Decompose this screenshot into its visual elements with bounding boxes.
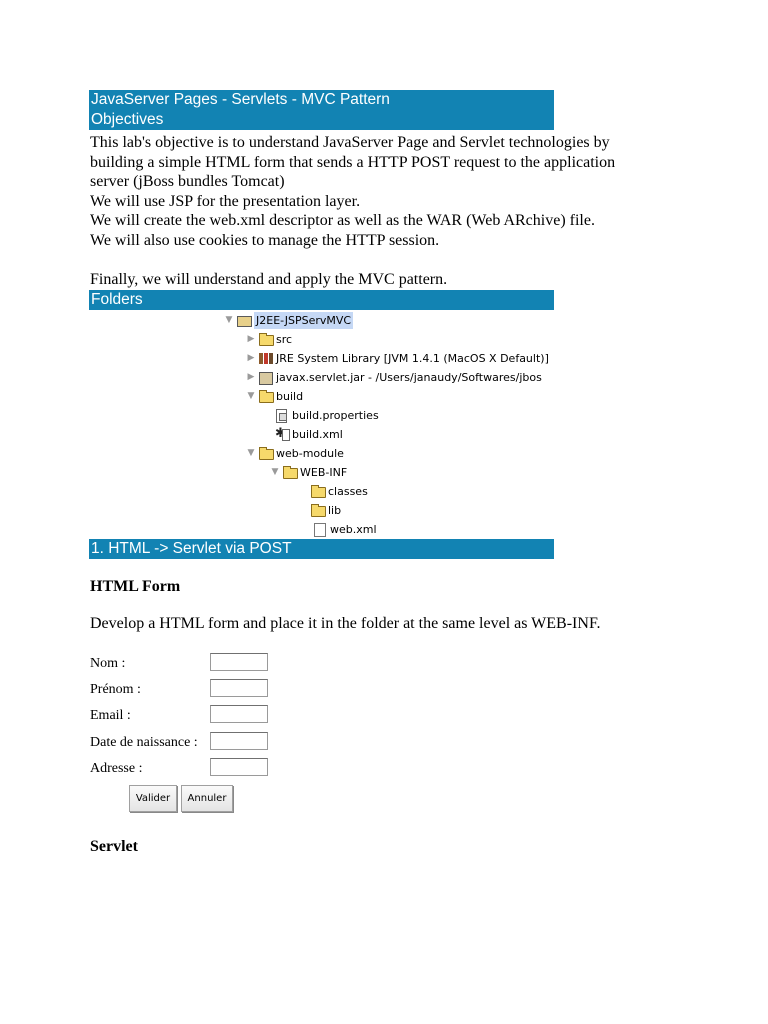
nom-input[interactable] — [210, 653, 268, 671]
tree-node-label: build.xml — [292, 428, 343, 441]
file-icon — [312, 523, 328, 536]
tree-node[interactable] — [244, 331, 292, 348]
tree-node[interactable] — [244, 388, 303, 405]
doc-title-bar — [89, 90, 554, 130]
intro-line: We will create the web.xml descriptor as well as the WAR (Web ARchive) file. — [90, 212, 595, 230]
intro-line: We will also use cookies to manage the HTTP session. — [90, 231, 440, 249]
tree-node[interactable] — [312, 521, 377, 538]
expanded-arrow-icon[interactable]: ▼ — [247, 448, 255, 458]
folders-heading-bar — [89, 290, 554, 310]
collapsed-arrow-icon[interactable]: ▶ — [247, 372, 255, 382]
tree-node-label: src — [276, 333, 293, 346]
tree-node-label: web-module — [276, 447, 344, 460]
library-icon — [258, 352, 274, 365]
intro-line: server (jBoss bundles Tomcat) — [90, 173, 285, 191]
tree-node-label: build.properties — [292, 409, 379, 422]
collapsed-arrow-icon[interactable]: ▶ — [247, 353, 255, 363]
email-input[interactable] — [210, 705, 268, 723]
section-heading: 1. HTML -> Servlet via POST — [91, 540, 292, 557]
expanded-arrow-icon[interactable]: ▼ — [225, 315, 233, 325]
folder-icon — [310, 485, 326, 498]
folder-icon — [310, 504, 326, 517]
servlet-heading: Servlet — [90, 838, 138, 855]
tree-node-label: lib — [328, 504, 342, 517]
source-folder-icon — [258, 333, 274, 346]
prenom-label: Prénom : — [90, 682, 141, 697]
properties-file-icon — [274, 409, 290, 422]
html-form-heading: HTML Form — [90, 578, 181, 595]
collapsed-arrow-icon[interactable]: ▶ — [247, 334, 255, 344]
folder-icon — [282, 466, 298, 479]
submit-button[interactable]: Valider — [129, 785, 177, 812]
intro-line: Finally, we will understand and apply the MVC pattern. — [90, 271, 448, 289]
reset-button[interactable]: Annuler — [181, 785, 233, 812]
intro-line: building a simple HTML form that sends a HTTP POST request to the application — [90, 153, 616, 171]
doc-title: JavaServer Pages - Servlets - MVC Pattern — [91, 91, 390, 108]
jar-icon — [258, 371, 274, 384]
tree-node-label: classes — [328, 485, 368, 498]
html-form-text: Develop a HTML form and place it in the folder at the same level as WEB-INF. — [90, 615, 601, 632]
tree-node[interactable] — [274, 426, 343, 443]
intro-line: We will use JSP for the presentation layer. — [90, 192, 361, 210]
birthdate-input[interactable] — [210, 732, 268, 750]
folder-icon — [258, 390, 274, 403]
tree-node[interactable] — [310, 502, 341, 519]
tree-node[interactable] — [244, 350, 549, 367]
project-folder-icon — [236, 314, 252, 327]
tree-node-label: J2EE-JSPServMVC — [256, 314, 352, 327]
birthdate-label: Date de naissance : — [90, 735, 198, 750]
address-label: Adresse : — [90, 761, 143, 776]
email-label: Email : — [90, 708, 131, 723]
nom-label: Nom : — [90, 656, 126, 671]
intro-paragraph — [90, 133, 615, 290]
expanded-arrow-icon[interactable]: ▼ — [247, 391, 255, 401]
tree-node-label: JRE System Library [JVM 1.4.1 (MacOS X Default)] — [276, 352, 549, 365]
folder-icon — [258, 447, 274, 460]
section-heading-bar — [89, 539, 554, 559]
tree-node[interactable] — [268, 464, 347, 481]
html-form-description — [90, 614, 601, 634]
tree-node[interactable] — [310, 483, 368, 500]
tree-node[interactable] — [222, 312, 353, 329]
project-tree — [222, 312, 554, 540]
intro-line: This lab's objective is to understand JavaServer Page and Servlet technologies by — [90, 134, 610, 151]
tree-node-label: build — [276, 390, 304, 403]
intro-line — [90, 251, 615, 271]
expanded-arrow-icon[interactable]: ▼ — [271, 467, 279, 477]
ant-file-icon — [274, 428, 290, 441]
tree-node-label: WEB-INF — [300, 466, 348, 479]
tree-node[interactable] — [274, 407, 379, 424]
objectives-heading: Objectives — [91, 111, 164, 128]
tree-node[interactable] — [244, 369, 542, 386]
address-input[interactable] — [210, 758, 268, 776]
tree-node-label: javax.servlet.jar - /Users/janaudy/Softwares/jbos — [276, 371, 542, 384]
tree-node-label: web.xml — [330, 523, 377, 536]
tree-node[interactable] — [244, 445, 344, 462]
prenom-input[interactable] — [210, 679, 268, 697]
folders-heading: Folders — [91, 291, 143, 308]
